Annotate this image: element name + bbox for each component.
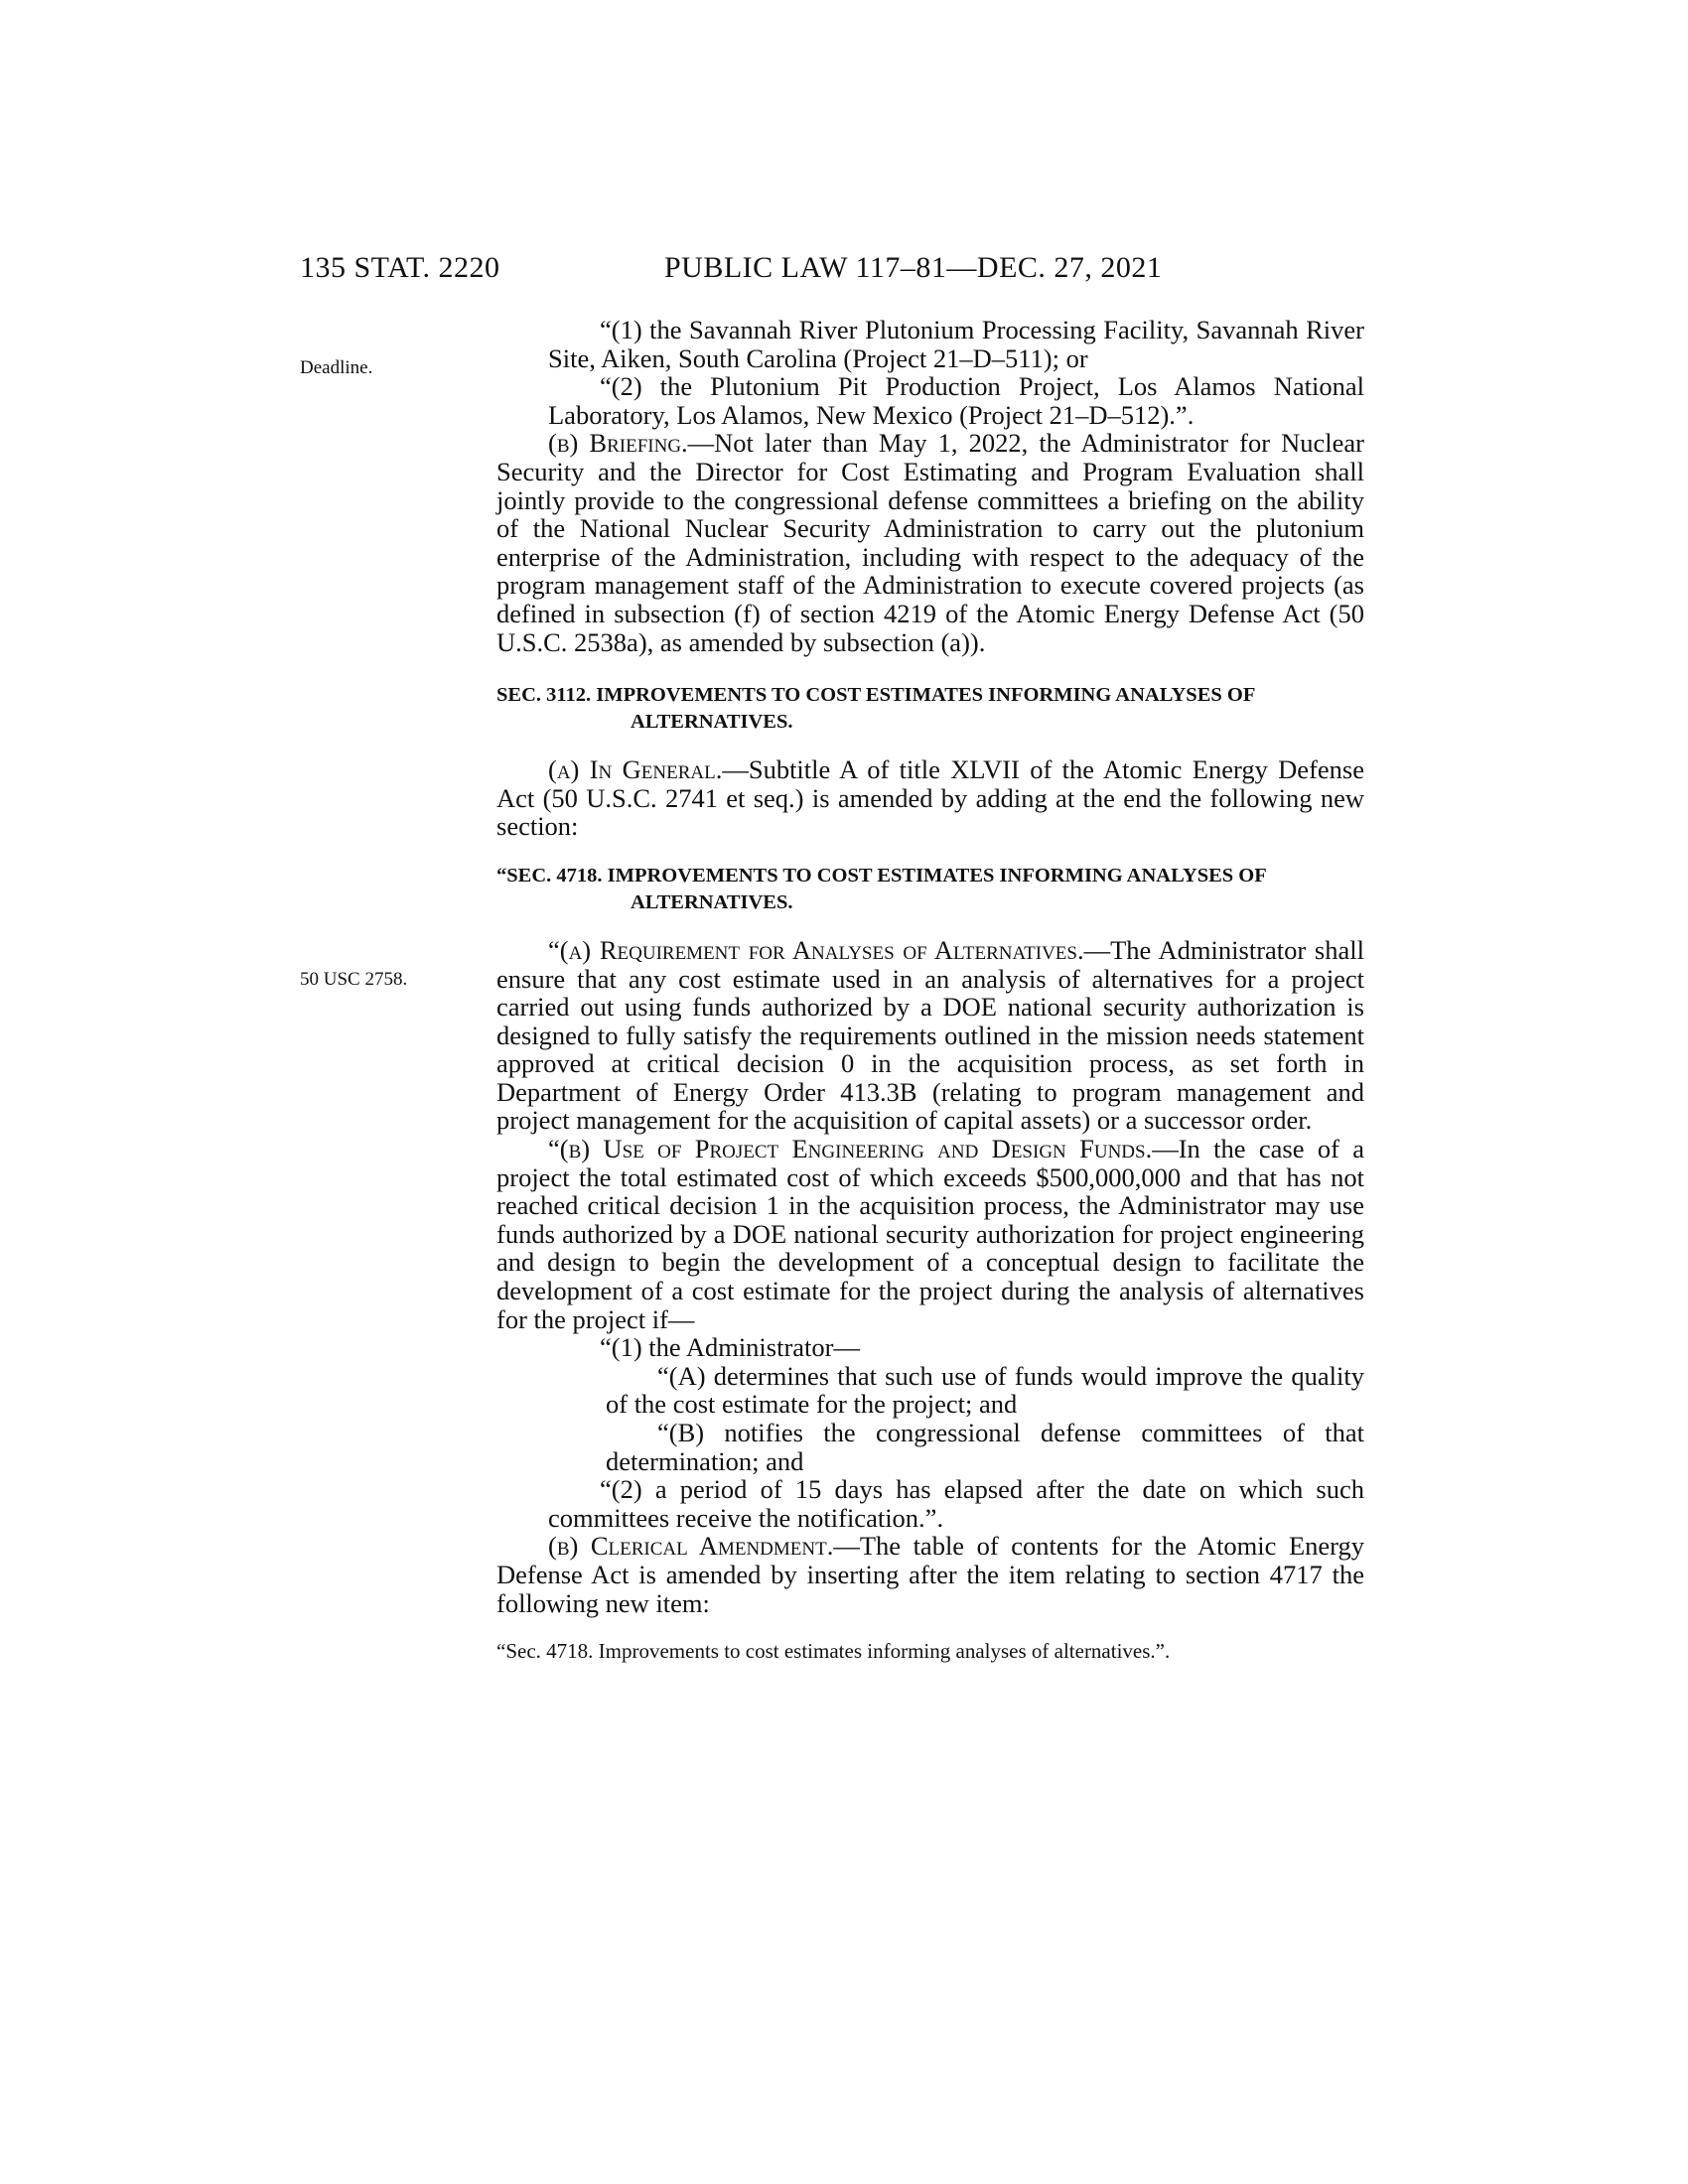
section-4718-number: “SEC. 4718. — [496, 864, 603, 887]
general-text: —Subtitle A of title XLVII of the Atomic Energy Defense Act (50 U.S.C. 2741 et seq.) is amended by adding at the end the following new section: — [496, 754, 1364, 842]
requirement-text: —The Administrator shall ensure that any cost estimate used in an analysis of alternatives for a project carried out using funds authorized by a DOE national security authorization is designed to fully satisfy the requirements outlined in the mission needs statement approved at critical decision 0 in the acquisition process, as set forth in Department of Energy Order 413.3B (relating to program management and project management for the acquisition of capital assets) or a successor order. — [496, 934, 1364, 1136]
general-paragraph — [496, 755, 1364, 841]
public-law-reference: PUBLIC LAW 117–81—DEC. 27, 2021 — [664, 251, 1163, 284]
section-4718-title: IMPROVEMENTS TO COST ESTIMATES INFORMING ANALYSES OF ALTERNATIVES. — [607, 864, 1266, 913]
use-of-funds-text: —In the case of a project the total estimated cost of which exceeds $500,000,000 and that has not reached critical decision 1 in the acquisition process, the Administrator may use funds authorized by a DOE national security authorization for project engineering and design to begin the development of a conceptual design to facilitate the development of a cost estimate for the project during the analysis of alternatives for the project if— — [496, 1134, 1365, 1334]
section-3112-heading — [496, 682, 1364, 736]
side-note-deadline: Deadline. — [300, 357, 373, 378]
paragraph-item-1: “(1) the Savannah River Plutonium Processing Facility, Savannah River Site, Aiken, South Carolina (Project 21–D–511); or — [548, 315, 1364, 373]
requirement-label: “(a) Requirement for Analyses of Alternatives. — [548, 934, 1084, 965]
condition-1: “(1) the Administrator— — [600, 1332, 860, 1363]
table-of-contents-item: “Sec. 4718. Improvements to cost estimates informing analyses of alternatives.”. — [496, 1639, 1171, 1664]
use-of-funds-label: “(b) Use of Project Engineering and Design Funds. — [548, 1134, 1153, 1164]
clerical-label: (b) Clerical Amendment. — [548, 1531, 834, 1562]
side-note-usc: 50 USC 2758. — [300, 969, 408, 990]
condition-2: “(2) a period of 15 days has elapsed after the date on which such committees receive the notification.”. — [548, 1474, 1364, 1533]
briefing-label: (b) Briefing. — [548, 428, 688, 459]
requirement-paragraph — [496, 936, 1364, 1135]
general-label: (a) In General. — [548, 754, 723, 785]
clerical-text: —The table of contents for the Atomic Energy Defense Act is amended by inserting after the item relating to section 4717 the following new item: — [496, 1531, 1364, 1618]
section-4718-heading — [496, 863, 1364, 916]
condition-b: “(B) notifies the congressional defense committees of that determination; and — [606, 1418, 1364, 1476]
section-3112-title: IMPROVEMENTS TO COST ESTIMATES INFORMING ANALYSES OF ALTERNATIVES. — [596, 684, 1255, 734]
paragraph-item-2: “(2) the Plutonium Pit Production Project, Los Alamos National Laboratory, Los Alamos, New Mexico (Project 21–D–512).”. — [548, 371, 1364, 430]
briefing-text: —Not later than May 1, 2022, the Administrator for Nuclear Security and the Director for Cost Estimating and Program Evaluation shall jointly provide to the congressional defense committees a briefing on the ability of the National Nuclear Security Administration to carry out the plutonium enterprise of the Administration, including with respect to the adequacy of the program management staff of the Administration to execute covered projects (as defined in subsection (f) of section 4219 of the Atomic Energy Defense Act (50 U.S.C. 2538a), as amended by subsection (a)). — [496, 428, 1364, 657]
document-body — [496, 316, 1364, 1665]
statute-reference: 135 STAT. 2220 — [300, 251, 500, 284]
briefing-paragraph — [496, 429, 1364, 656]
use-of-funds-paragraph — [496, 1135, 1364, 1333]
section-3112-number: SEC. 3112. — [496, 684, 592, 707]
clerical-paragraph — [496, 1532, 1364, 1617]
condition-a: “(A) determines that such use of funds would improve the quality of the cost estimate for the project; and — [606, 1360, 1364, 1420]
page-header — [0, 251, 1688, 295]
